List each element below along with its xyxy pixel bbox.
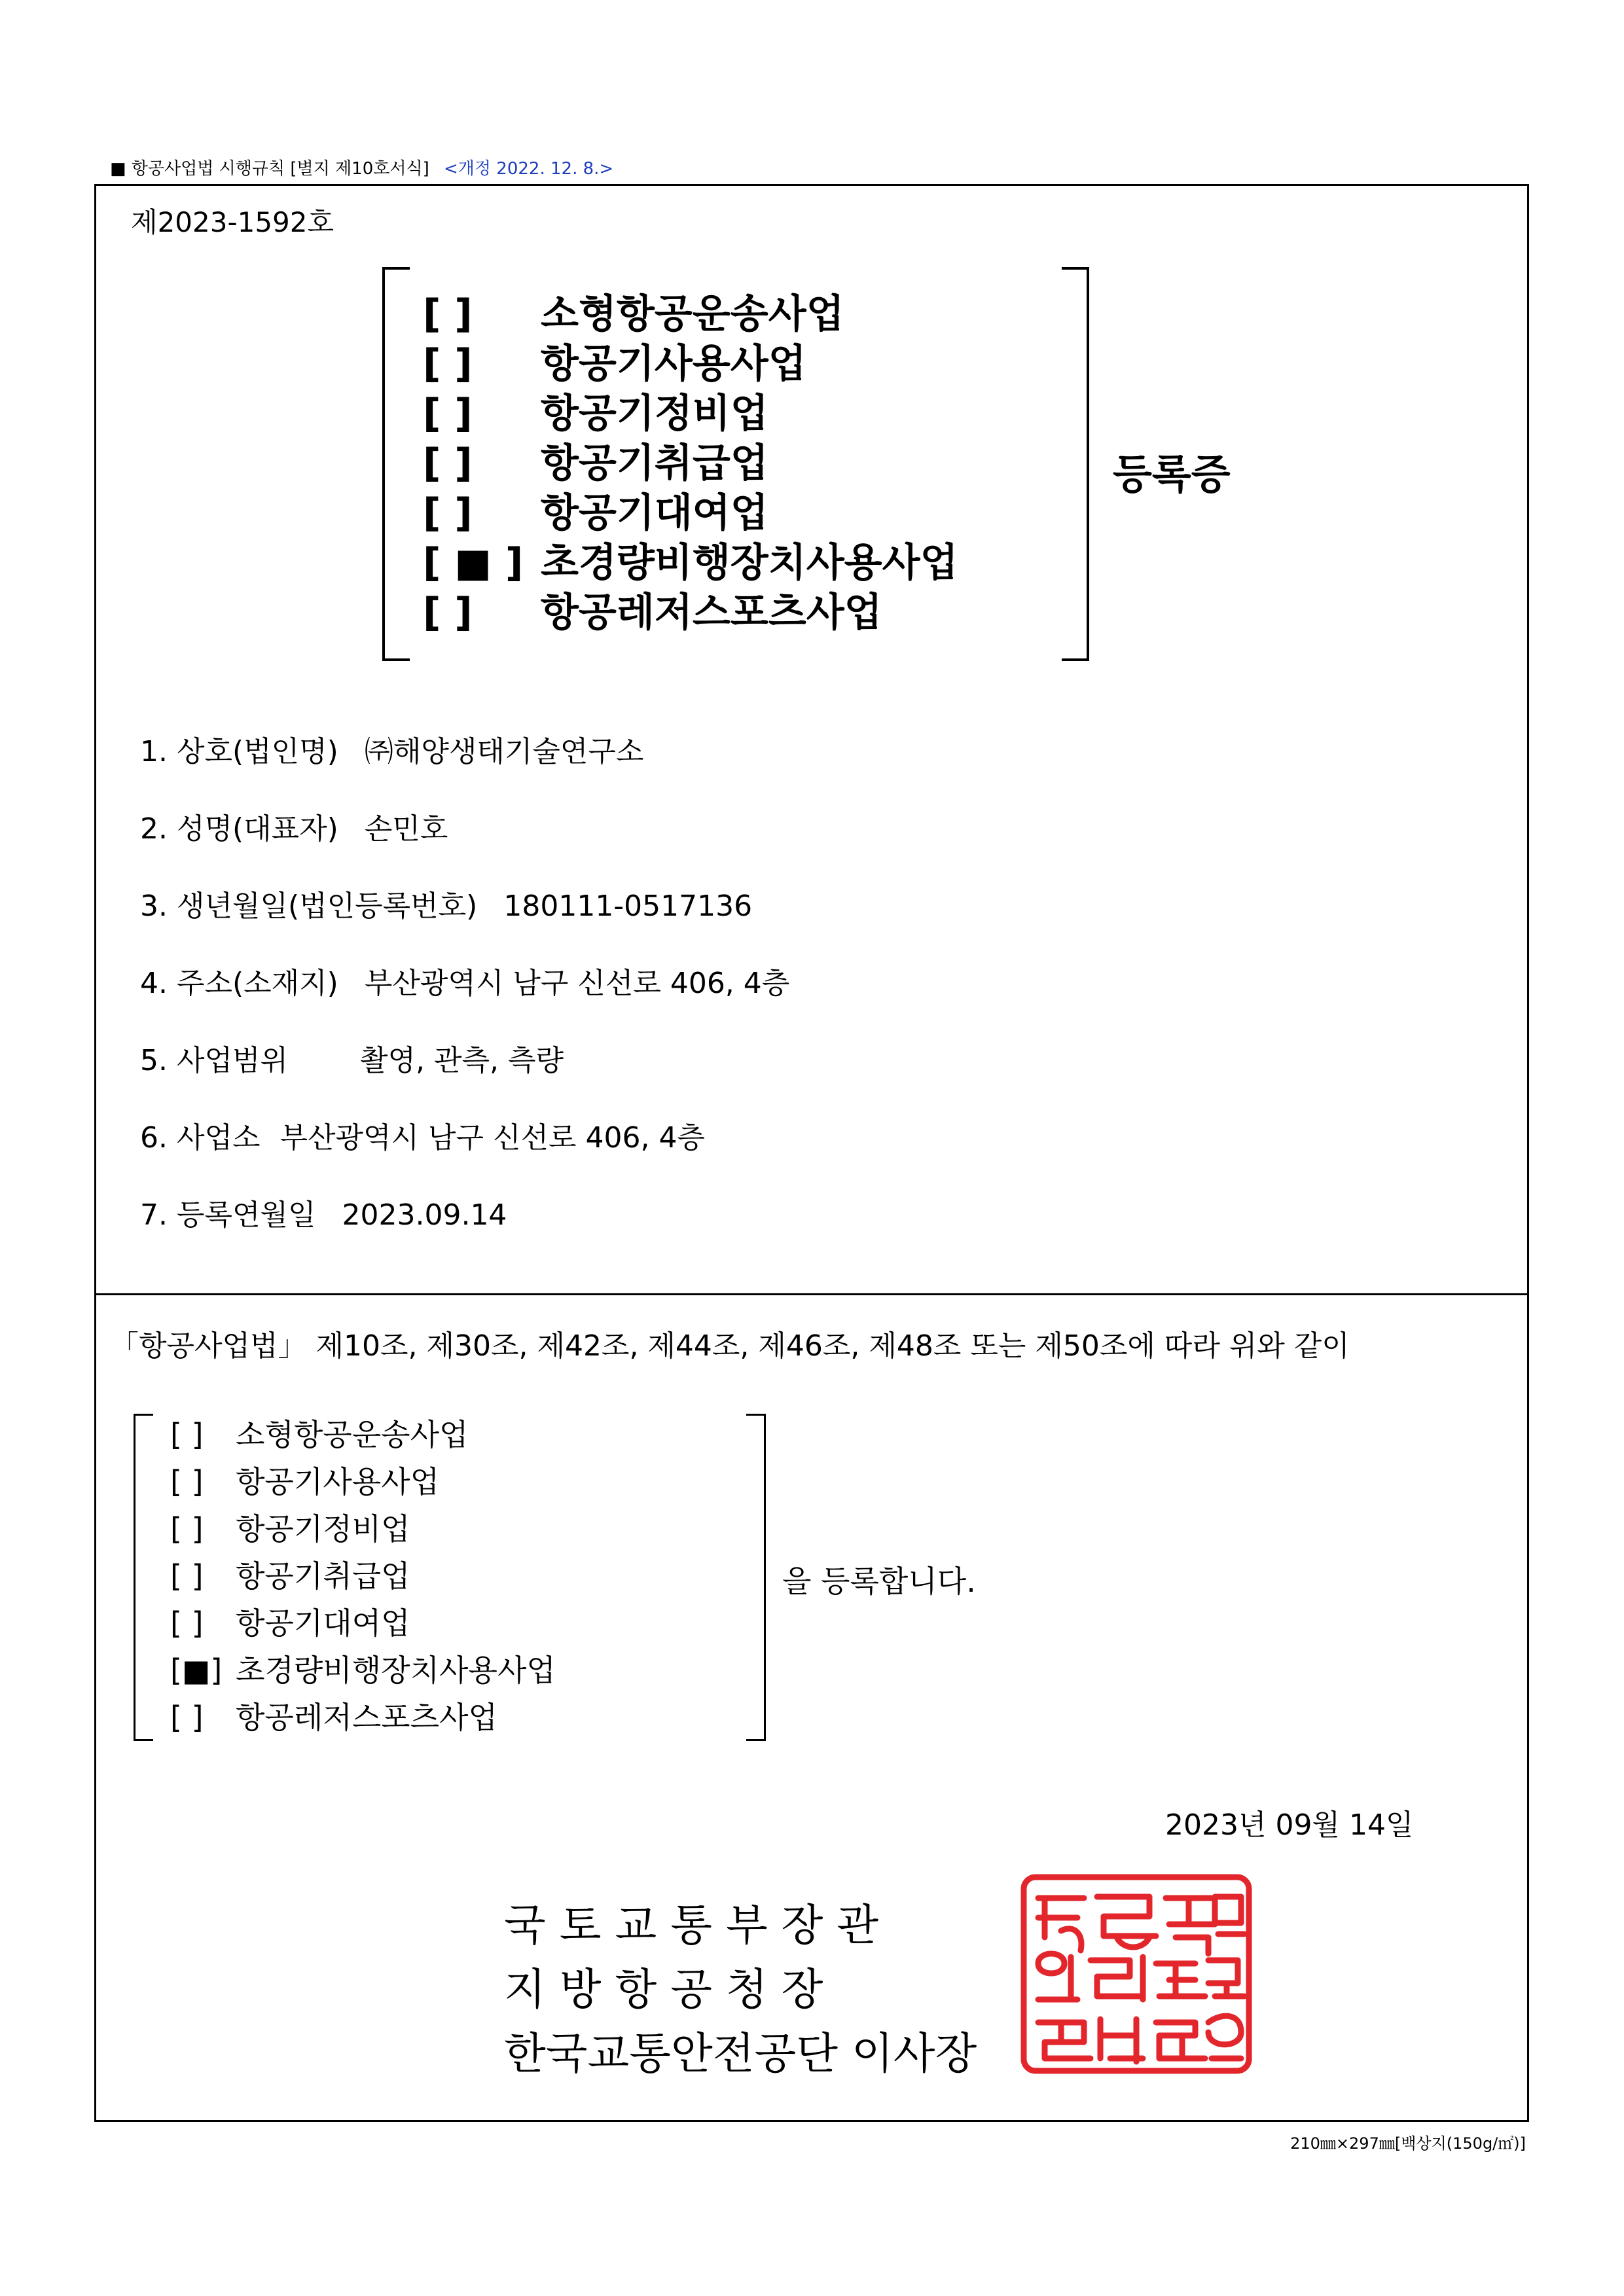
- field-value: 180111-0517136: [503, 889, 753, 923]
- field-value: ㈜해양생태기술연구소: [364, 735, 644, 768]
- issue-date: 2023년 09월 14일: [1165, 1808, 1414, 1842]
- business-type-label: 항공기취급업: [541, 440, 768, 486]
- field-company-name: [140, 728, 643, 770]
- registration-statement: 을 등록합니다.: [782, 1564, 976, 1599]
- checkbox-checked: [ ■ ]: [423, 540, 524, 586]
- field-label: 3. 생년월일(법인등록번호): [140, 889, 478, 923]
- certificate-number: 제2023-1592호: [131, 206, 334, 238]
- checkbox: [ ]: [423, 341, 473, 387]
- statement-type-label: 항공기사용사업: [236, 1464, 440, 1499]
- field-representative: [140, 805, 448, 847]
- legal-basis-text: 「항공사업법」 제10조, 제30조, 제42조, 제44조, 제46조, 제48조 또는 제50조에 따라 위와 같이: [110, 1329, 1350, 1363]
- statement-type-item: [170, 1556, 410, 1596]
- right-bracket: [1062, 267, 1089, 661]
- statement-type-item: [170, 1509, 410, 1549]
- statement-type-label: 항공레저스포츠사업: [236, 1700, 497, 1735]
- business-type-label: 항공기대여업: [541, 490, 768, 536]
- checkbox: [ ]: [170, 1417, 204, 1452]
- field-label: 7. 등록연월일: [140, 1198, 316, 1232]
- official-seal-icon: [1019, 1872, 1254, 2076]
- field-label: 4. 주소(소재지): [140, 967, 338, 1000]
- statement-type-label: 항공기취급업: [236, 1558, 410, 1594]
- checkbox: [ ]: [170, 1464, 204, 1499]
- field-value: 부산광역시 남구 신선로 406, 4층: [280, 1121, 705, 1155]
- business-type-label: 초경량비행장치사용사업: [541, 540, 958, 586]
- business-type-label: 소형항공운송사업: [541, 291, 844, 337]
- checkbox: [ ]: [423, 440, 473, 486]
- checkbox: [ ]: [170, 1558, 204, 1594]
- business-type-label: 항공레저스포츠사업: [541, 590, 882, 636]
- small-right-bracket: [746, 1414, 766, 1741]
- statement-type-item: [170, 1415, 469, 1454]
- field-label: 5. 사업범위: [140, 1044, 288, 1077]
- business-type-label: 항공기정비업: [541, 391, 768, 437]
- checkbox: [ ]: [423, 291, 473, 337]
- small-left-bracket: [134, 1414, 153, 1741]
- business-type-item: [423, 291, 844, 338]
- statement-type-item-selected: [170, 1651, 556, 1690]
- business-type-item: [423, 340, 806, 387]
- field-business-scope: [140, 1037, 564, 1079]
- checkbox: [ ]: [170, 1605, 204, 1641]
- statement-type-item: [170, 1698, 497, 1737]
- statement-type-label: 항공기정비업: [236, 1511, 410, 1547]
- statement-type-label: 초경량비행장치사용사업: [236, 1653, 556, 1688]
- field-business-office: [140, 1114, 705, 1156]
- business-type-item: [423, 490, 768, 537]
- checkbox: [ ]: [423, 590, 473, 636]
- field-registration-date: [140, 1191, 507, 1233]
- business-type-item: [423, 440, 768, 487]
- business-type-item: [423, 589, 882, 636]
- signatory-regional-aviation: 지 방 항 공 청 장: [504, 1964, 823, 2015]
- certificate-title: 등록증: [1113, 450, 1231, 498]
- checkbox-checked: [■]: [170, 1653, 223, 1688]
- paper-spec: 210㎜×297㎜[백상지(150g/㎡)]: [1290, 2134, 1526, 2153]
- form-ref-text: ■ 항공사업법 시행규칙 [별지 제10호서식]: [110, 159, 429, 179]
- field-address: [140, 960, 789, 1001]
- field-value: 손민호: [364, 812, 448, 846]
- statement-type-label: 소형항공운송사업: [236, 1417, 469, 1452]
- field-value: 2023.09.14: [342, 1198, 507, 1232]
- amendment-date: <개정 2022. 12. 8.>: [444, 159, 614, 179]
- form-reference: [110, 155, 613, 179]
- signatory-minister: 국 토 교 통 부 장 관: [504, 1900, 879, 1950]
- field-label: 1. 상호(법인명): [140, 735, 338, 768]
- business-type-item: [423, 390, 768, 437]
- checkbox: [ ]: [170, 1511, 204, 1547]
- field-label: 6. 사업소: [140, 1121, 261, 1155]
- statement-type-item: [170, 1462, 439, 1501]
- business-type-label: 항공기사용사업: [541, 341, 806, 387]
- checkbox: [ ]: [423, 391, 473, 437]
- field-registration-number: [140, 882, 752, 924]
- business-type-item-selected: [423, 539, 958, 586]
- signatory-ts-authority: 한국교통안전공단 이사장: [504, 2028, 977, 2079]
- field-value: 부산광역시 남구 신선로 406, 4층: [364, 967, 790, 1000]
- left-bracket: [382, 267, 410, 661]
- checkbox: [ ]: [423, 490, 473, 536]
- statement-type-item: [170, 1604, 410, 1643]
- checkbox: [ ]: [170, 1700, 204, 1735]
- field-value: 촬영, 관측, 측량: [359, 1044, 564, 1077]
- field-label: 2. 성명(대표자): [140, 812, 338, 846]
- statement-type-label: 항공기대여업: [236, 1605, 410, 1641]
- section-divider: [94, 1293, 1529, 1295]
